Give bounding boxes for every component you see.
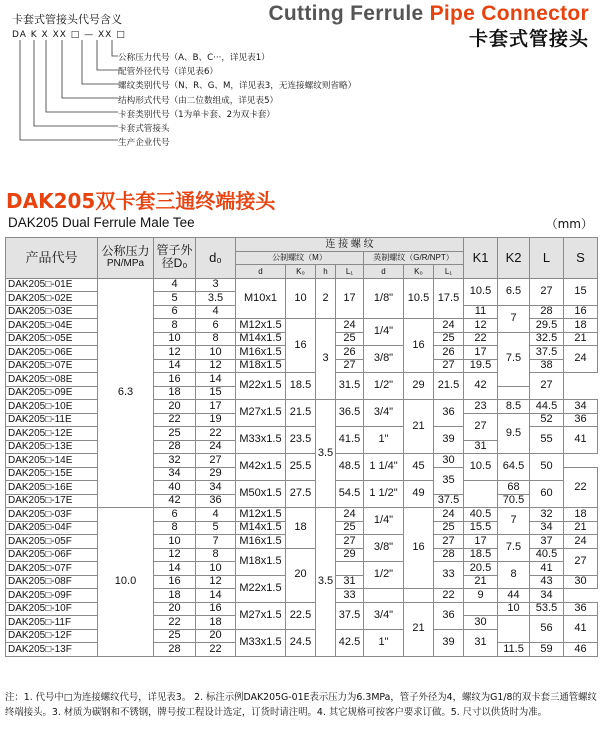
cell-gl1: 25 bbox=[434, 521, 464, 535]
cell-mh: 2 bbox=[316, 278, 336, 319]
cell-l: 70.5 bbox=[498, 494, 530, 508]
cell-k1: 23 bbox=[464, 400, 498, 414]
cell-gl1: 27 bbox=[434, 535, 464, 549]
cell-s: 50 bbox=[530, 454, 564, 481]
cell-code: DAK205□-12F bbox=[6, 629, 98, 643]
cell-code: DAK205□-07F bbox=[6, 562, 98, 576]
cell-md: M12x1.5 bbox=[236, 508, 286, 522]
legend-item: 配管外径代号（详见表6） bbox=[118, 67, 218, 78]
cell-k1: 30 bbox=[434, 454, 464, 468]
cell-gd: 1" bbox=[364, 427, 404, 454]
cell-k1: 11 bbox=[464, 305, 498, 319]
cell-ml1: 25 bbox=[336, 332, 364, 346]
cell-mk0: 23.5 bbox=[286, 427, 316, 454]
cell-mh: 3.5 bbox=[316, 400, 336, 508]
cell-code: DAK205□-10E bbox=[6, 400, 98, 414]
cell-k1: 31 bbox=[464, 629, 498, 656]
cell-d0: 5 bbox=[196, 521, 236, 535]
cell-gl1: 24 bbox=[434, 508, 464, 522]
cell-l: 55 bbox=[530, 427, 564, 454]
cell-ml1: 41.5 bbox=[336, 427, 364, 454]
col-header-l: L bbox=[530, 238, 564, 279]
cell-code: DAK205□-10F bbox=[6, 602, 98, 616]
cell-code: DAK205□-11F bbox=[6, 616, 98, 630]
cell-d0: 16 bbox=[196, 602, 236, 616]
cell-gd: 1 1/4" bbox=[364, 454, 404, 481]
cell-l: 38 bbox=[530, 359, 564, 373]
cell-code: DAK205□-02E bbox=[6, 292, 98, 306]
legend-item: 螺纹类别代号（N、R、G、M，详见表3，无连接螺纹则省略） bbox=[118, 81, 357, 92]
cell-md: M14x1.5 bbox=[236, 521, 286, 535]
cell-od: 4 bbox=[154, 278, 196, 292]
cell-od: 20 bbox=[154, 602, 196, 616]
col-header-code: 产品代号 bbox=[6, 238, 98, 279]
cell-md: M22x1.5 bbox=[236, 373, 286, 400]
cell-mk0: 18.5 bbox=[286, 373, 316, 400]
cell-l: 37.5 bbox=[530, 346, 564, 360]
col-header-k1: K1 bbox=[464, 238, 498, 279]
cell-d0: 34 bbox=[196, 481, 236, 495]
col-header-od: 管子外 径D₀ bbox=[154, 238, 196, 279]
cell-md: M33x1.5 bbox=[236, 427, 286, 454]
cell-od: 6 bbox=[154, 305, 196, 319]
code-title: 卡套式管接头代号含义 bbox=[12, 13, 122, 26]
unit-label: （mm） bbox=[545, 217, 593, 231]
legend-item: 生产企业代号 bbox=[118, 138, 170, 149]
cell-code: DAK205□-03E bbox=[6, 305, 98, 319]
cell-l: 44.5 bbox=[530, 400, 564, 414]
legend-item: 公称压力代号（A、B、C···，详见表1） bbox=[118, 53, 270, 63]
col-header-k2: K2 bbox=[498, 238, 530, 279]
cell-od: 10 bbox=[154, 332, 196, 346]
cell-mh: 3.5 bbox=[316, 508, 336, 657]
cell-d0: 36 bbox=[196, 494, 236, 508]
cell-l: 64.5 bbox=[498, 454, 530, 481]
cell-gd: 3/4" bbox=[364, 400, 404, 427]
cell-gd: 1 1/2" bbox=[364, 481, 404, 508]
cell-code: DAK205□-06E bbox=[6, 346, 98, 360]
cell-od: 16 bbox=[154, 575, 196, 589]
cell-code: DAK205□-05E bbox=[6, 332, 98, 346]
cell-gl1: 33 bbox=[434, 562, 464, 589]
cell-k2: 7 bbox=[498, 508, 530, 535]
cell-od: 25 bbox=[154, 629, 196, 643]
cell-md: M27x1.5 bbox=[236, 602, 286, 629]
cell-ml1: 27 bbox=[336, 535, 364, 549]
cell-ml1: 29 bbox=[336, 548, 364, 562]
cell-k2: 10 bbox=[498, 602, 530, 616]
cell-code: DAK205□-16E bbox=[6, 481, 98, 495]
cell-k1: 20.5 bbox=[464, 562, 498, 576]
cell-l: 34 bbox=[530, 521, 564, 535]
cell-ml1: 54.5 bbox=[336, 481, 364, 508]
cell-l: 68 bbox=[498, 481, 530, 495]
cell-gd: 3/8" bbox=[364, 346, 404, 373]
cell-md: M16x1.5 bbox=[236, 346, 286, 360]
table-row bbox=[6, 278, 598, 292]
cell-d0: 4 bbox=[196, 508, 236, 522]
col-header-conn: 连 接 螺 纹 bbox=[236, 238, 464, 252]
cell-mk0: 18 bbox=[286, 508, 316, 549]
table-row bbox=[6, 602, 598, 616]
cell-k1: 30 bbox=[464, 616, 498, 630]
cell-gk0: 21 bbox=[404, 602, 434, 656]
cell-code: DAK205□-08E bbox=[6, 373, 98, 387]
col-header-mh: h bbox=[316, 265, 336, 279]
cell-d0: 22 bbox=[196, 427, 236, 441]
cell-s: 24 bbox=[564, 346, 598, 373]
cell-mk0: 25.5 bbox=[286, 454, 316, 481]
table-row bbox=[6, 508, 598, 522]
cell-d0: 29 bbox=[196, 467, 236, 481]
col-header-mk0: K₀ bbox=[286, 265, 316, 279]
cell-gd: 1/2" bbox=[364, 373, 404, 400]
cell-k1: 27 bbox=[464, 413, 498, 440]
cell-s: 36 bbox=[564, 602, 598, 616]
cell-mk0: 21.5 bbox=[286, 400, 316, 427]
col-header-ml1: L₁ bbox=[336, 265, 364, 279]
cell-k2: 9 bbox=[464, 589, 498, 603]
cell-d0: 4 bbox=[196, 305, 236, 319]
cell-l: 56 bbox=[530, 616, 564, 643]
cell-code: DAK205□-09F bbox=[6, 589, 98, 603]
cell-gk0: 21 bbox=[404, 400, 434, 454]
cell-code: DAK205□-03F bbox=[6, 508, 98, 522]
cell-s: 18 bbox=[564, 319, 598, 333]
cell-d0: 18 bbox=[196, 616, 236, 630]
cell-k1: 22 bbox=[434, 589, 464, 603]
cell-code: DAK205□-15E bbox=[6, 467, 98, 481]
cell-s: 60 bbox=[530, 481, 564, 508]
cell-gl1: 36 bbox=[434, 400, 464, 427]
cell-md: M27x1.5 bbox=[236, 400, 286, 427]
cell-s: 21 bbox=[564, 332, 598, 346]
code-legend bbox=[118, 51, 356, 150]
cell-d0: 12 bbox=[196, 359, 236, 373]
cell-code: DAK205□-06F bbox=[6, 548, 98, 562]
cell-d0: 3 bbox=[196, 278, 236, 292]
cell-mk0: 16 bbox=[286, 319, 316, 373]
col-header-gk0: K₀ bbox=[404, 265, 434, 279]
cell-s: 15 bbox=[564, 278, 598, 305]
cell-md: M22x1.5 bbox=[236, 575, 286, 602]
cell-s: 18 bbox=[564, 508, 598, 522]
cell-gk0: 16 bbox=[404, 508, 434, 589]
cell-s: 27 bbox=[564, 548, 598, 575]
cell-k2: 11.5 bbox=[498, 643, 530, 657]
cell-code: DAK205□-08F bbox=[6, 575, 98, 589]
cell-d0: 17 bbox=[196, 400, 236, 414]
cell-code: DAK205□-07E bbox=[6, 359, 98, 373]
cell-k1: 37.5 bbox=[434, 494, 464, 508]
cell-gl1: 39 bbox=[434, 629, 464, 656]
cell-od: 28 bbox=[154, 440, 196, 454]
cell-s: 36 bbox=[564, 413, 598, 427]
cell-l: 32.5 bbox=[530, 332, 564, 346]
cell-k1: 12 bbox=[464, 319, 498, 333]
cell-k2: 8 bbox=[498, 562, 530, 589]
cell-gd: 1" bbox=[364, 629, 404, 656]
cell-gk0: 16 bbox=[404, 319, 434, 373]
col-header-md: d bbox=[236, 265, 286, 279]
cell-code: DAK205□-14E bbox=[6, 454, 98, 468]
cell-k1: 21 bbox=[464, 575, 498, 589]
cell-pn: 10.0 bbox=[98, 508, 154, 657]
cell-k1 bbox=[464, 602, 498, 616]
cell-d0: 14 bbox=[196, 373, 236, 387]
cell-ml1: 31 bbox=[336, 575, 364, 589]
page-title: DAK205双卡套三通终端接头 bbox=[6, 189, 276, 213]
cell-od: 25 bbox=[154, 427, 196, 441]
cell-d0: 12 bbox=[196, 575, 236, 589]
cell-k1: 15.5 bbox=[464, 521, 498, 535]
cell-od: 18 bbox=[154, 589, 196, 603]
cell-k2: 7.5 bbox=[498, 535, 530, 562]
cell-code: DAK205□-13E bbox=[6, 440, 98, 454]
cell-k2: 6.5 bbox=[498, 278, 530, 305]
cell-l: 42 bbox=[464, 373, 498, 400]
cell-od: 34 bbox=[154, 467, 196, 481]
table-row bbox=[6, 400, 598, 414]
cell-s: 16 bbox=[564, 305, 598, 319]
cell-l: 41 bbox=[530, 562, 564, 576]
col-header-d0: d₀ bbox=[196, 238, 236, 279]
cell-l: 28 bbox=[530, 305, 564, 319]
cell-k1: 17 bbox=[464, 535, 498, 549]
cell-mk0: 10 bbox=[286, 278, 316, 319]
cell-ml1 bbox=[336, 562, 364, 576]
cell-l: 37 bbox=[530, 535, 564, 549]
cell-od: 18 bbox=[154, 386, 196, 400]
cell-ml1: 42.5 bbox=[336, 629, 364, 656]
cell-ml1: 48.5 bbox=[336, 454, 364, 481]
cell-code: DAK205□-17E bbox=[6, 494, 98, 508]
cell-k1: 22 bbox=[464, 332, 498, 346]
cell-s: 46 bbox=[564, 643, 598, 657]
cell-od: 10 bbox=[154, 535, 196, 549]
cell-d0: 6 bbox=[196, 319, 236, 333]
cell-gd: 1/8" bbox=[364, 278, 404, 319]
page-subtitle: DAK205 Dual Ferrule Male Tee bbox=[8, 215, 195, 230]
cell-md: M14x1.5 bbox=[236, 332, 286, 346]
cell-d0: 8 bbox=[196, 332, 236, 346]
cell-k1: 35 bbox=[434, 467, 464, 494]
cell-md: M18x1.5 bbox=[236, 359, 286, 373]
cell-s: 41 bbox=[564, 616, 598, 643]
cell-od: 8 bbox=[154, 319, 196, 333]
cell-d0: 7 bbox=[196, 535, 236, 549]
cell-od: 20 bbox=[154, 400, 196, 414]
cell-gl1: 27 bbox=[434, 359, 464, 373]
col-header-gd: d bbox=[364, 265, 404, 279]
cell-od: 12 bbox=[154, 346, 196, 360]
cell-k1: 21.5 bbox=[434, 373, 464, 400]
cell-md: M16x1.5 bbox=[236, 535, 286, 549]
cell-l: 53.5 bbox=[530, 602, 564, 616]
cell-gd bbox=[364, 589, 404, 603]
cell-ml1: 27 bbox=[336, 359, 364, 373]
cell-k1: 40.5 bbox=[464, 508, 498, 522]
cell-l: 59 bbox=[530, 643, 564, 657]
cell-mh: 3 bbox=[316, 319, 336, 400]
cell-mk0: 24.5 bbox=[286, 629, 316, 656]
cell-k2 bbox=[464, 481, 498, 508]
cell-gl1: 39 bbox=[434, 427, 464, 454]
cell-s: 34 bbox=[564, 400, 598, 414]
cell-gk0: 22 bbox=[564, 467, 598, 508]
cell-k2: 7.5 bbox=[498, 332, 530, 386]
cell-k2: 8.5 bbox=[498, 400, 530, 414]
cell-d0: 27 bbox=[196, 454, 236, 468]
cell-gd: 3/8" bbox=[364, 535, 404, 562]
cell-md: M10x1 bbox=[236, 278, 286, 319]
cell-ml1: 36.5 bbox=[336, 400, 364, 427]
cell-ml1: 37.5 bbox=[336, 602, 364, 629]
cell-code: DAK205□-11E bbox=[6, 413, 98, 427]
cell-l: 43 bbox=[530, 575, 564, 589]
cell-k2: 10.5 bbox=[464, 454, 498, 481]
cell-gl1 bbox=[404, 589, 434, 603]
cell-od: 5 bbox=[154, 292, 196, 306]
cell-od: 42 bbox=[154, 494, 196, 508]
legend-item: 卡套式管接头 bbox=[118, 124, 170, 135]
cell-s: 24 bbox=[564, 535, 598, 549]
table-row bbox=[6, 454, 598, 468]
cell-s: 30 bbox=[564, 575, 598, 589]
cell-od: 6 bbox=[154, 508, 196, 522]
cell-ml1: 26 bbox=[336, 346, 364, 360]
cell-code: DAK205□-05F bbox=[6, 535, 98, 549]
cell-k1: 31 bbox=[464, 440, 498, 454]
legend-item: 结构形式代号（由二位数组成，详见表5） bbox=[118, 95, 279, 106]
cell-od: 14 bbox=[154, 562, 196, 576]
cell-md: M18x1.5 bbox=[236, 548, 286, 575]
cell-k1: 17 bbox=[464, 346, 498, 360]
cell-code: DAK205□-12E bbox=[6, 427, 98, 441]
cell-s: 41 bbox=[564, 427, 598, 454]
cell-gl1: 28 bbox=[434, 548, 464, 562]
cell-d0: 14 bbox=[196, 589, 236, 603]
cell-k1: 18.5 bbox=[464, 548, 498, 562]
cell-gd: 3/4" bbox=[364, 602, 404, 629]
cell-gl1: 45 bbox=[404, 454, 434, 481]
spec-table bbox=[5, 237, 598, 657]
cell-gl1: 24 bbox=[434, 319, 464, 333]
cell-od: 22 bbox=[154, 413, 196, 427]
cell-gd: 1/2" bbox=[364, 562, 404, 589]
cell-od: 16 bbox=[154, 373, 196, 387]
brand-english: Cutting Ferrule Pipe Connector bbox=[268, 2, 589, 25]
cell-od: 22 bbox=[154, 616, 196, 630]
cell-l: 32 bbox=[530, 508, 564, 522]
cell-code: DAK205□-09E bbox=[6, 386, 98, 400]
cell-k1: 19.5 bbox=[464, 359, 498, 373]
cell-ml1: 33 bbox=[336, 589, 364, 603]
col-header-gl1: L₁ bbox=[434, 265, 464, 279]
cell-pn: 6.3 bbox=[98, 278, 154, 508]
cell-s: 34 bbox=[530, 589, 564, 603]
cell-gl1: 17.5 bbox=[434, 278, 464, 319]
cell-mk0: 20 bbox=[286, 548, 316, 602]
cell-gl1: 26 bbox=[434, 346, 464, 360]
col-header-imperial: 英制螺纹（G/R/NPT） bbox=[364, 251, 464, 265]
cell-ml1: 24 bbox=[336, 508, 364, 522]
table-row bbox=[6, 481, 598, 495]
cell-d0: 22 bbox=[196, 643, 236, 657]
col-header-s: S bbox=[564, 238, 598, 279]
cell-gl1: 36 bbox=[434, 602, 464, 629]
cell-d0: 20 bbox=[196, 629, 236, 643]
brand-header bbox=[268, 2, 589, 51]
cell-od: 14 bbox=[154, 359, 196, 373]
cell-gl1: 29 bbox=[404, 373, 434, 400]
cell-k2 bbox=[498, 616, 530, 643]
cell-k2: 7 bbox=[498, 305, 530, 332]
cell-md: M12x1.5 bbox=[236, 319, 286, 333]
cell-code: DAK205□-04F bbox=[6, 521, 98, 535]
cell-d0: 10 bbox=[196, 562, 236, 576]
cell-mk0: 22.5 bbox=[286, 602, 316, 629]
cell-code: DAK205□-01E bbox=[6, 278, 98, 292]
cell-ml1: 31.5 bbox=[336, 373, 364, 400]
cell-od: 12 bbox=[154, 548, 196, 562]
cell-ml1: 25 bbox=[336, 521, 364, 535]
cell-gl1: 49 bbox=[404, 481, 434, 508]
cell-s: 21 bbox=[564, 521, 598, 535]
cell-ml1: 24 bbox=[336, 319, 364, 333]
cell-l: 40.5 bbox=[530, 548, 564, 562]
cell-gk0: 10.5 bbox=[404, 278, 434, 319]
cell-code: DAK205□-13F bbox=[6, 643, 98, 657]
cell-l: 44 bbox=[498, 589, 530, 603]
code-pattern: DA K X XX □ — XX □ bbox=[12, 30, 126, 40]
cell-od: 40 bbox=[154, 481, 196, 495]
cell-k1: 10.5 bbox=[464, 278, 498, 305]
cell-code: DAK205□-04E bbox=[6, 319, 98, 333]
brand-chinese: 卡套式管接头 bbox=[468, 28, 589, 50]
cell-k2: 9.5 bbox=[498, 413, 530, 454]
cell-gd: 1/4" bbox=[364, 508, 404, 535]
cell-d0: 3.5 bbox=[196, 292, 236, 306]
cell-ml1: 17 bbox=[336, 278, 364, 319]
cell-od: 8 bbox=[154, 521, 196, 535]
cell-l: 52 bbox=[530, 413, 564, 427]
cell-od: 28 bbox=[154, 643, 196, 657]
cell-od: 32 bbox=[154, 454, 196, 468]
cell-gl1: 25 bbox=[434, 332, 464, 346]
cell-d0: 10 bbox=[196, 346, 236, 360]
cell-s: 27 bbox=[530, 373, 564, 400]
col-header-pn: 公称压力 PN/MPa bbox=[98, 238, 154, 279]
cell-md: M50x1.5 bbox=[236, 481, 286, 508]
cell-d0: 15 bbox=[196, 386, 236, 400]
cell-md: M42x1.5 bbox=[236, 454, 286, 481]
cell-d0: 8 bbox=[196, 548, 236, 562]
col-header-metric: 公制螺纹（M） bbox=[236, 251, 364, 265]
cell-d0: 24 bbox=[196, 440, 236, 454]
cell-md: M33x1.5 bbox=[236, 629, 286, 656]
legend-item: 卡套类别代号（1为单卡套、2为双卡套） bbox=[118, 109, 276, 120]
cell-d0: 19 bbox=[196, 413, 236, 427]
cell-l: 27 bbox=[530, 278, 564, 305]
cell-gd: 1/4" bbox=[364, 319, 404, 346]
cell-mk0: 27.5 bbox=[286, 481, 316, 508]
cell-l: 29.5 bbox=[530, 319, 564, 333]
footnote: 注：1. 代号中□为连接螺纹代号，详见表3。 2. 标注示例DAK205G-01E表示压力为6.3MPa，管子外径为4，螺纹为G1/8的双卡套三通管螺纹终端接头。3. 材质为碳钢和不锈钢，牌号按工程设计选定，订货时请注明。4. 其它规格可按客户要求订做。5. 尺寸以供货时为准。 bbox=[5, 692, 597, 718]
